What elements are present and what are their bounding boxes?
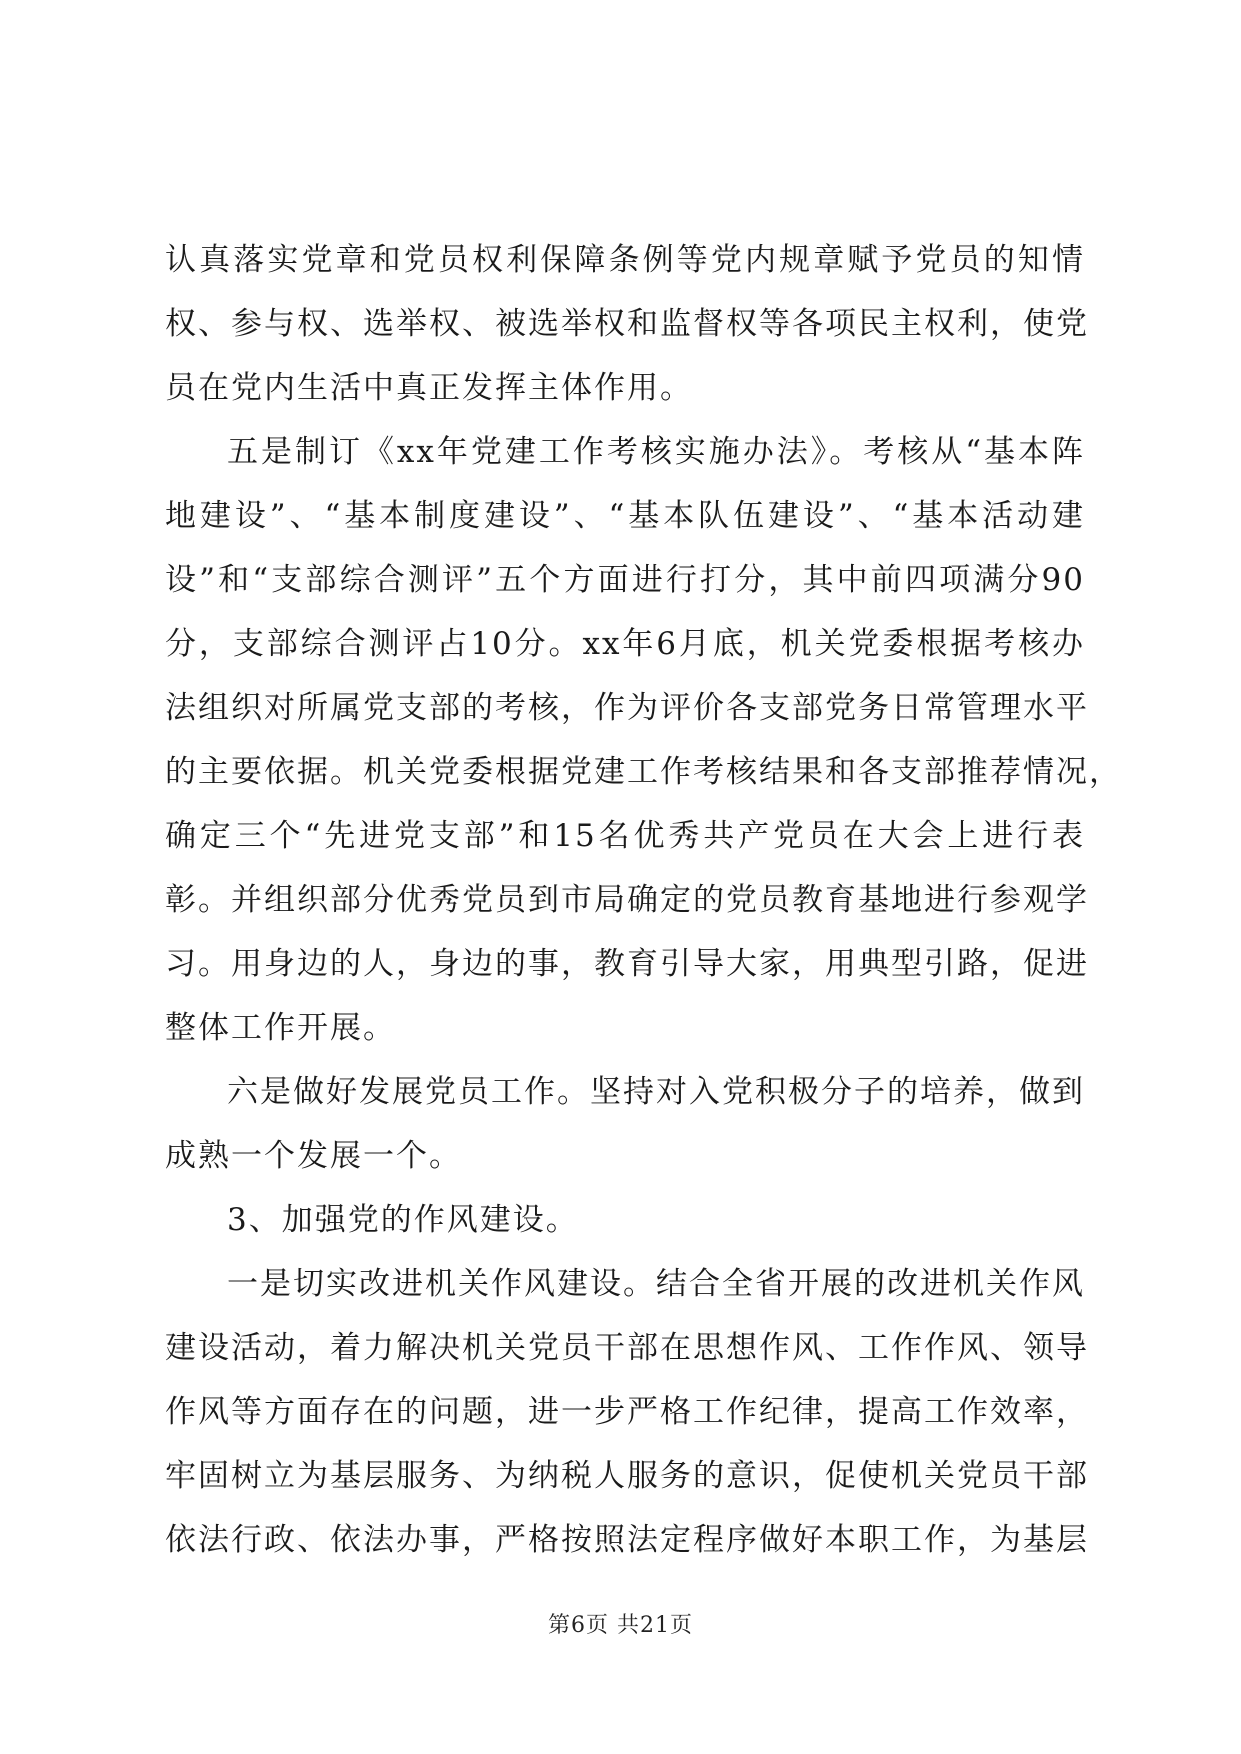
text-line: 整体工作开展。 bbox=[165, 1010, 396, 1046]
text-line: 地建设”、“基本制度建设”、“基本队伍建设”、“基本活动建 bbox=[165, 498, 1085, 534]
text-line: 认真落实党章和党员权利保障条例等党内规章赋予党员的知情 bbox=[165, 242, 1085, 278]
text-line: 建设活动，着力解决机关党员干部在思想作风、工作作风、领导 bbox=[165, 1330, 1089, 1366]
text-line: 六是做好发展党员工作。坚持对入党积极分子的培养，做到 bbox=[227, 1074, 1085, 1110]
text-line: 彰。并组织部分优秀党员到市局确定的党员教育基地进行参观学 bbox=[165, 882, 1089, 918]
text-line: 的主要依据。机关党委根据党建工作考核结果和各支部推荐情况， bbox=[165, 754, 1122, 790]
text-line: 作风等方面存在的问题，进一步严格工作纪律，提高工作效率， bbox=[165, 1394, 1089, 1430]
text-line: 牢固树立为基层服务、为纳税人服务的意识，促使机关党员干部 bbox=[165, 1458, 1089, 1494]
text-line: 分，支部综合测评占10分。xx年6月底，机关党委根据考核办 bbox=[165, 626, 1085, 662]
text-line: 一是切实改进机关作风建设。结合全省开展的改进机关作风 bbox=[227, 1266, 1085, 1302]
section-heading: 3、加强党的作风建设。 bbox=[227, 1202, 579, 1238]
text-line: 权、参与权、选举权、被选举权和监督权等各项民主权利，使党 bbox=[165, 306, 1089, 342]
text-line: 员在党内生活中真正发挥主体作用。 bbox=[165, 370, 693, 406]
text-line: 依法行政、依法办事，严格按照法定程序做好本职工作，为基层 bbox=[165, 1522, 1089, 1558]
text-line: 法组织对所属党支部的考核，作为评价各支部党务日常管理水平 bbox=[165, 690, 1089, 726]
text-line: 成熟一个发展一个。 bbox=[165, 1138, 462, 1174]
text-line: 习。用身边的人，身边的事，教育引导大家，用典型引路，促进 bbox=[165, 946, 1089, 982]
document-body bbox=[165, 228, 1122, 1572]
page-number: 第6页 共21页 bbox=[548, 1613, 693, 1638]
text-line: 确定三个“先进党支部”和15名优秀共产党员在大会上进行表 bbox=[165, 818, 1085, 854]
text-line: 五是制订《xx年党建工作考核实施办法》。考核从“基本阵 bbox=[227, 434, 1085, 470]
text-line: 设”和“支部综合测评”五个方面进行打分，其中前四项满分90 bbox=[165, 562, 1085, 598]
